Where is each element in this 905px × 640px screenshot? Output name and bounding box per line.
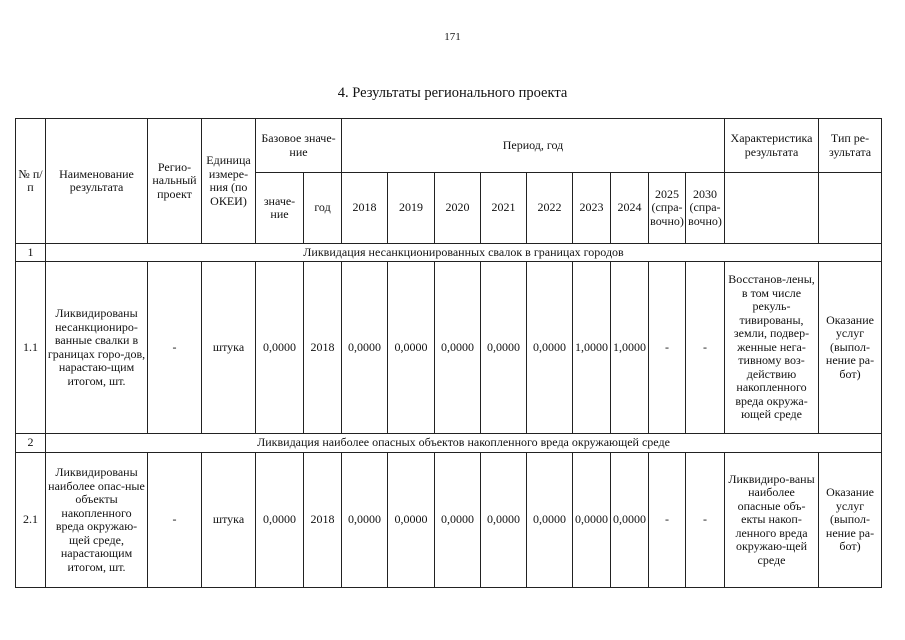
row-value: 0,0000 xyxy=(527,453,573,588)
row-characteristic: Восстанов-лены, в том числе рекуль-тивированы, земли, подвер-женные нега-тивному воз-действию накопленного вреда окружа-ющей среде xyxy=(725,262,819,434)
row-value: 0,0000 xyxy=(611,453,649,588)
row-num: 2.1 xyxy=(16,453,46,588)
row-base-value: 0,0000 xyxy=(256,262,304,434)
header-period: Период, год xyxy=(342,119,725,173)
section-row xyxy=(16,434,882,453)
header-year: 2024 xyxy=(611,173,649,244)
results-table xyxy=(15,118,882,588)
header-type-blank xyxy=(819,173,882,244)
row-unit: штука xyxy=(202,262,256,434)
row-base-year: 2018 xyxy=(304,453,342,588)
page-number: 171 xyxy=(444,31,461,43)
row-value: 1,0000 xyxy=(611,262,649,434)
row-name: Ликвидированы несанкциониро-ванные свалки в границах горо-дов, нарастаю-щим итогом, шт. xyxy=(46,262,148,434)
section-title-cell: Ликвидация несанкционированных свалок в границах городов xyxy=(46,244,882,262)
row-value: 0,0000 xyxy=(481,262,527,434)
row-num: 1.1 xyxy=(16,262,46,434)
header-year: 2020 xyxy=(435,173,481,244)
table-row xyxy=(16,453,882,588)
header-base-year: год xyxy=(304,173,342,244)
row-value: 0,0000 xyxy=(573,453,611,588)
header-year-reference: 2025 (спра-вочно) xyxy=(649,173,686,244)
row-value: - xyxy=(649,453,686,588)
row-value: - xyxy=(649,262,686,434)
row-type: Оказание услуг (выпол-нение ра-бот) xyxy=(819,453,882,588)
row-value: 0,0000 xyxy=(435,453,481,588)
header-year: 2022 xyxy=(527,173,573,244)
row-value: 0,0000 xyxy=(481,453,527,588)
header-type: Тип ре-зультата xyxy=(819,119,882,173)
row-type: Оказание услуг (выпол-нение ра-бот) xyxy=(819,262,882,434)
header-characteristic: Характеристика результата xyxy=(725,119,819,173)
section-title-cell: Ликвидация наиболее опасных объектов накопленного вреда окружающей среде xyxy=(46,434,882,453)
table-row xyxy=(16,262,882,434)
header-year-reference: 2030 (спра-вочно) xyxy=(686,173,725,244)
header-characteristic-blank xyxy=(725,173,819,244)
row-value: - xyxy=(686,262,725,434)
section-num: 1 xyxy=(16,244,46,262)
header-base: Базовое значе-ние xyxy=(256,119,342,173)
header-row-1 xyxy=(16,119,882,173)
row-unit: штука xyxy=(202,453,256,588)
row-value: 0,0000 xyxy=(342,453,388,588)
row-base-year: 2018 xyxy=(304,262,342,434)
row-value: 0,0000 xyxy=(527,262,573,434)
row-value: 0,0000 xyxy=(342,262,388,434)
row-value: - xyxy=(686,453,725,588)
section-row xyxy=(16,244,882,262)
header-base-value: значе-ние xyxy=(256,173,304,244)
header-year: 2023 xyxy=(573,173,611,244)
row-name: Ликвидированы наиболее опас-ные объекты накопленного вреда окружаю-щей среде, нарастающим итогом, шт. xyxy=(46,453,148,588)
header-year: 2021 xyxy=(481,173,527,244)
section-title: 4. Результаты регионального проекта xyxy=(337,85,568,101)
row-value: 1,0000 xyxy=(573,262,611,434)
row-value: 0,0000 xyxy=(388,262,435,434)
header-num: № п/п xyxy=(16,119,46,244)
header-name: Наименование результата xyxy=(46,119,148,244)
row-characteristic: Ликвидиро-ваны наиболее опасные объ-екты накоп-ленного вреда окружаю-щей среде xyxy=(725,453,819,588)
header-unit: Единица измере-ния (по ОКЕИ) xyxy=(202,119,256,244)
row-value: 0,0000 xyxy=(388,453,435,588)
row-regional: - xyxy=(148,453,202,588)
header-year: 2018 xyxy=(342,173,388,244)
row-value: 0,0000 xyxy=(435,262,481,434)
section-num: 2 xyxy=(16,434,46,453)
header-year: 2019 xyxy=(388,173,435,244)
row-regional: - xyxy=(148,262,202,434)
header-regional: Регио-нальный проект xyxy=(148,119,202,244)
row-base-value: 0,0000 xyxy=(256,453,304,588)
